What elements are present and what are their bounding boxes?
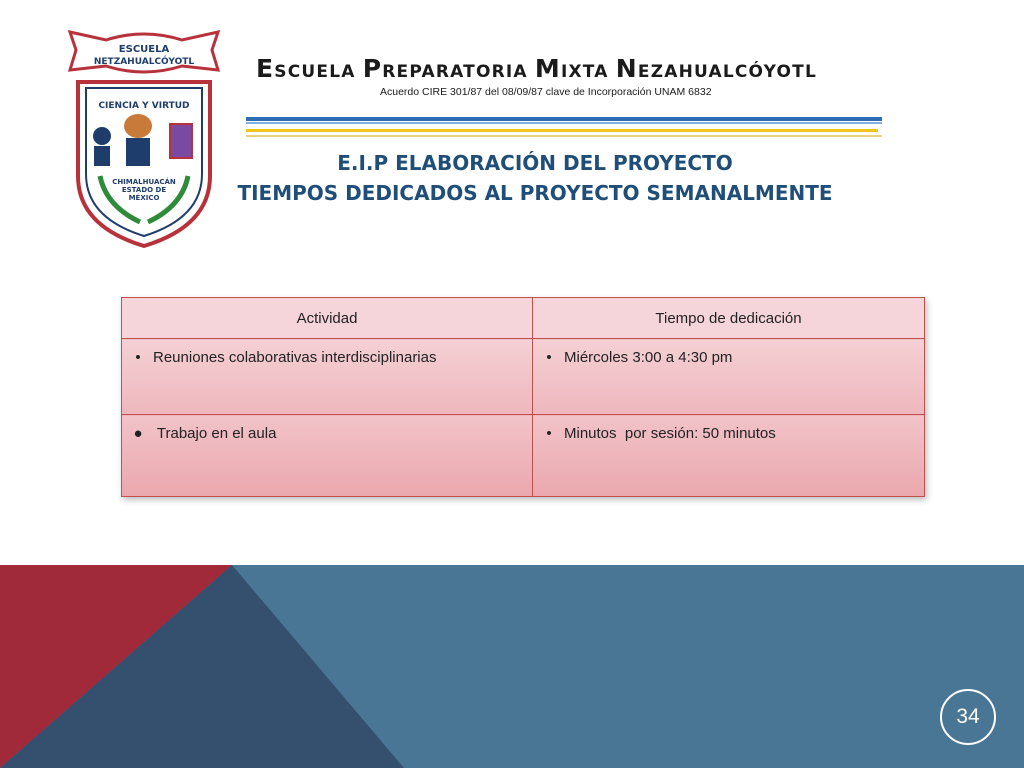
agreement-text: Acuerdo CIRE 301/87 del 08/09/87 clave de Incorporación UNAM 6832 [380, 86, 712, 98]
time-text: Minutos por sesión: 50 minutos [564, 425, 776, 442]
crest-banner-line2: NETZAHUALCÓYOTL [93, 57, 195, 67]
activity-cell [122, 339, 533, 415]
activity-text: Trabajo en el aula [153, 425, 277, 442]
bullet: • [546, 349, 552, 366]
title-line-1: E.I.P ELABORACIÓN DEL PROYECTO [337, 151, 733, 175]
schedule-table [121, 297, 925, 497]
bullet: • [546, 425, 552, 442]
header-activity: Actividad [122, 298, 533, 339]
activity-cell [122, 415, 533, 497]
page-number: 34 [940, 689, 996, 745]
school-name: ESCUELA PREPARATORIA MIXTA NEZAHUALCÓYOTL [256, 54, 817, 83]
crest-banner-line1: ESCUELA [118, 44, 170, 55]
title-line-2: TIEMPOS DEDICADOS AL PROYECTO SEMANALMENTE [237, 181, 833, 205]
time-text: Miércoles 3:00 a 4:30 pm [564, 349, 733, 366]
bullet: ● [133, 425, 143, 442]
header-stripes [246, 113, 886, 145]
crest-location-line3: MÉXICO [128, 194, 160, 202]
bullet: • [135, 349, 141, 366]
table-header-row [122, 298, 925, 339]
header-time: Tiempo de dedicación [533, 298, 925, 339]
activity-text: Reuniones colaborativas interdisciplinarias [153, 349, 437, 366]
crest-location-line2: ESTADO DE [121, 186, 167, 194]
crest-location-line1: CHIMALHUACÁN [112, 178, 176, 186]
footer-decoration [0, 565, 1024, 768]
table-row [122, 339, 925, 415]
school-crest-logo [66, 26, 222, 248]
time-cell [533, 415, 925, 497]
table-row [122, 415, 925, 497]
crest-motto: CIENCIA Y VIRTUD [98, 101, 190, 111]
time-cell [533, 339, 925, 415]
